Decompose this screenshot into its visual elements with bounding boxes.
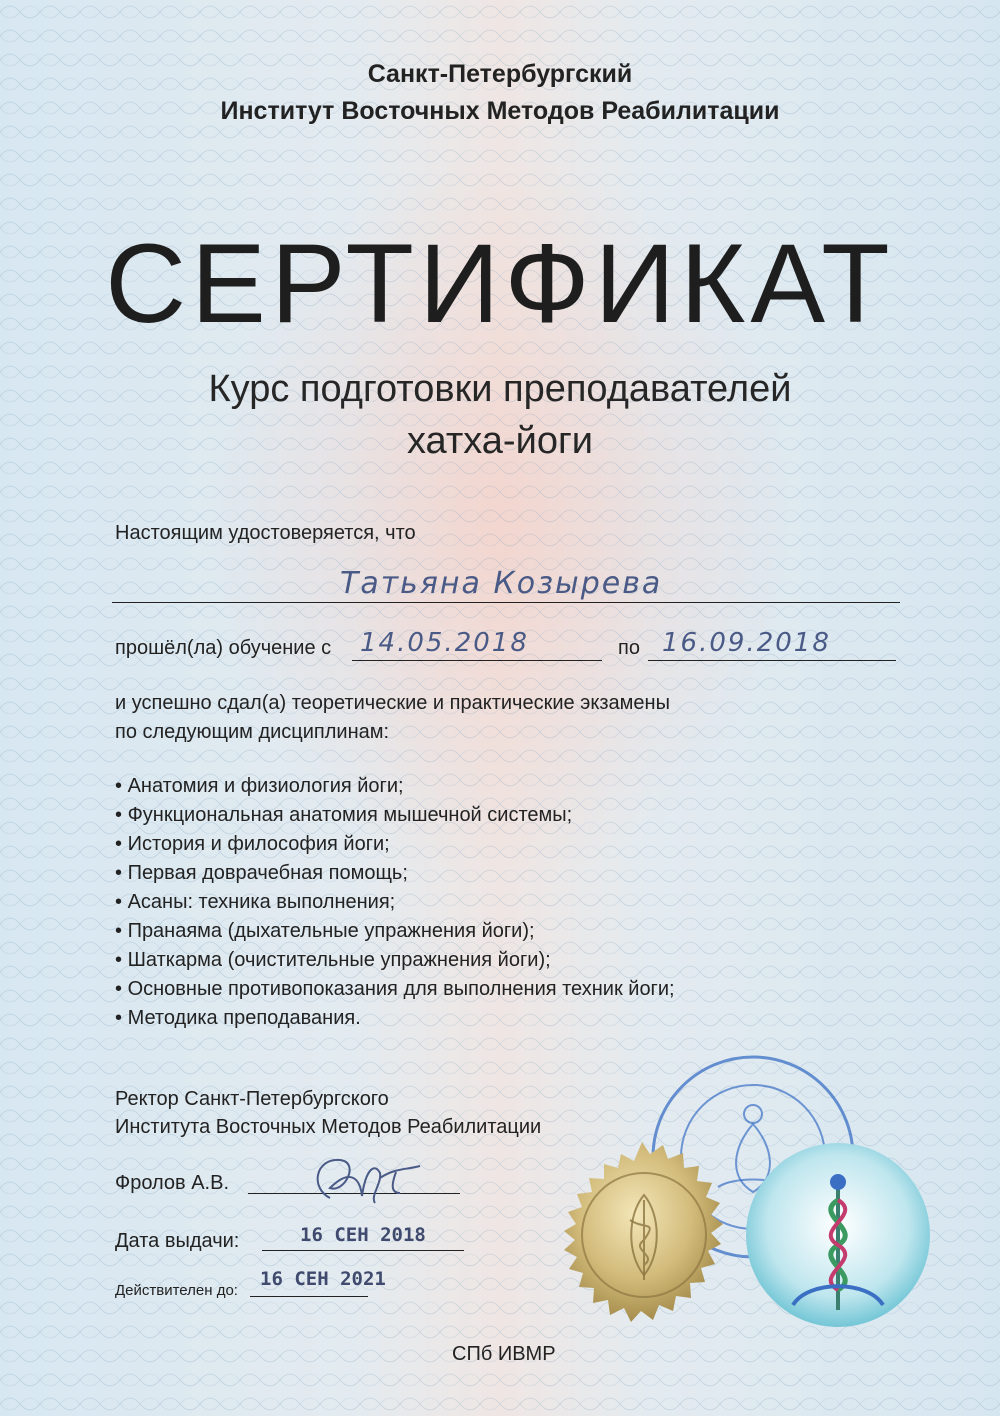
training-date-to: 16.09.2018 xyxy=(662,628,831,658)
gold-seal-icon xyxy=(532,1140,752,1360)
rector-title-line1: Ректор Санкт-Петербургского xyxy=(115,1088,389,1110)
certificate-title: СЕРТИФИКАТ xyxy=(105,221,895,346)
date-from-underline xyxy=(352,660,602,661)
name-underline xyxy=(112,602,900,603)
signature-icon xyxy=(300,1148,440,1218)
disciplines-list xyxy=(115,772,675,1033)
emblem-seal-icon xyxy=(738,1130,938,1340)
discipline-item: • Первая доврачебная помощь; xyxy=(115,859,675,888)
discipline-item: • Анатомия и физиология йоги; xyxy=(115,772,675,801)
issue-date-stamp: 16 СЕН 2018 xyxy=(300,1224,426,1246)
valid-until-label: Действителен до: xyxy=(115,1282,238,1299)
discipline-item: • Методика преподавания. xyxy=(115,1004,675,1033)
valid-until-underline xyxy=(250,1296,368,1297)
exams-text-line2: по следующим дисциплинам: xyxy=(115,721,390,743)
institute-city: Санкт-Петербургский xyxy=(367,60,633,88)
training-date-from: 14.05.2018 xyxy=(360,628,529,658)
course-title-line2: хатха-йоги xyxy=(406,420,594,462)
discipline-item: • Функциональная анатомия мышечной системы; xyxy=(115,801,675,830)
certify-text: Настоящим удостоверяется, что xyxy=(115,522,416,544)
date-to-underline xyxy=(648,660,896,661)
discipline-item: • История и философия йоги; xyxy=(115,830,675,859)
discipline-item: • Асаны: техника выполнения; xyxy=(115,888,675,917)
issue-date-label: Дата выдачи: xyxy=(115,1230,240,1252)
course-title-line1: Курс подготовки преподавателей xyxy=(208,368,792,410)
training-to-label: по xyxy=(618,637,640,659)
discipline-item: • Пранаяма (дыхательные упражнения йоги); xyxy=(115,917,675,946)
discipline-item: • Шаткарма (очистительные упражнения йоги); xyxy=(115,946,675,975)
discipline-item: • Основные противопоказания для выполнения техник йоги; xyxy=(115,975,675,1004)
rector-name: Фролов А.В. xyxy=(115,1172,230,1194)
valid-until-stamp: 16 СЕН 2021 xyxy=(260,1268,386,1290)
training-from-label: прошёл(ла) обучение с xyxy=(115,637,332,659)
recipient-name: Татьяна Козырева xyxy=(340,566,663,601)
rector-title-line2: Института Восточных Методов Реабилитации xyxy=(115,1116,542,1138)
institute-abbreviation: СПб ИВМР xyxy=(452,1343,556,1365)
exams-text-line1: и успешно сдал(а) теоретические и практические экзамены xyxy=(115,692,670,714)
issue-date-underline xyxy=(262,1250,464,1251)
institute-name: Институт Восточных Методов Реабилитации xyxy=(220,97,780,125)
